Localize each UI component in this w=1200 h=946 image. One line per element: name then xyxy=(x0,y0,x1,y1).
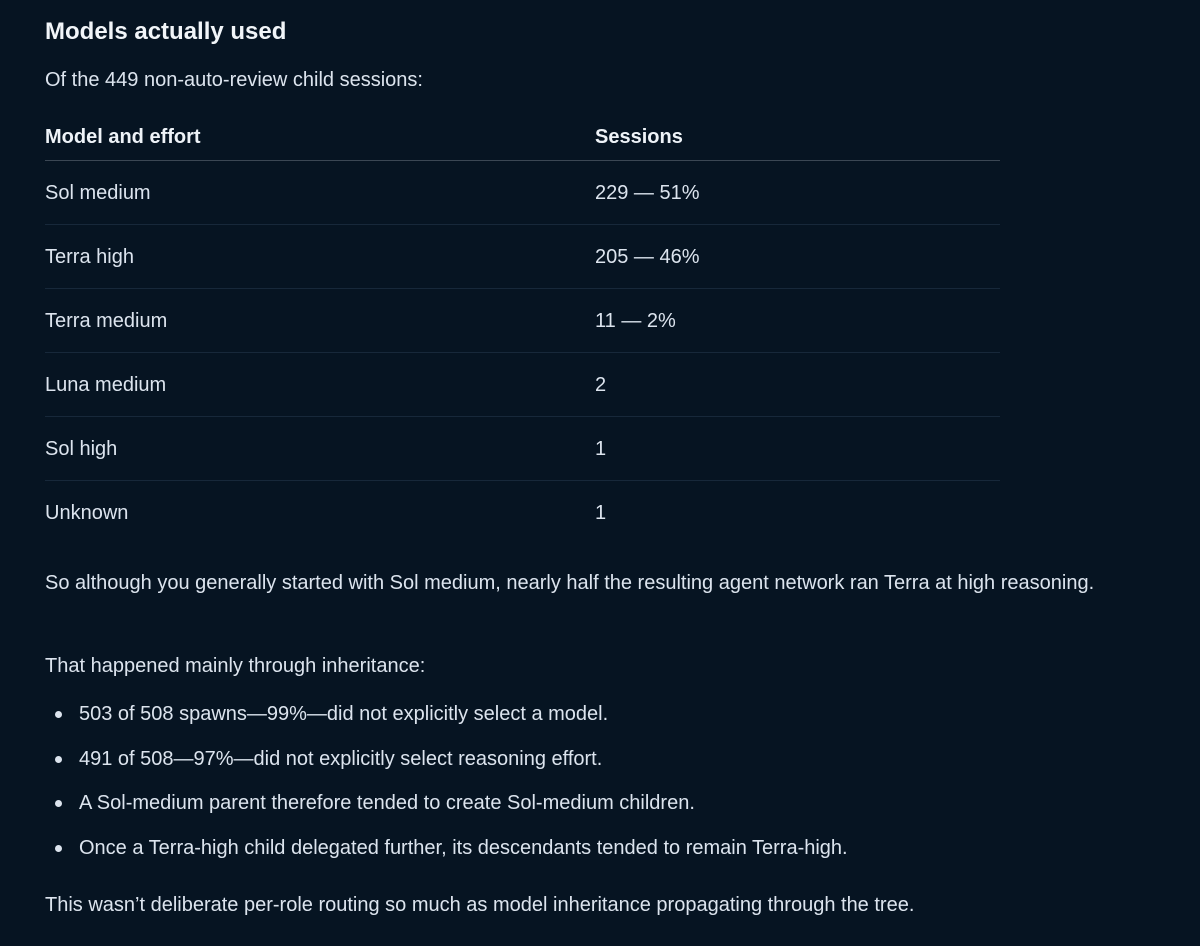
table-row xyxy=(45,481,1000,545)
table-header xyxy=(45,114,1000,161)
sessions-cell: 2 xyxy=(595,353,1000,417)
inheritance-paragraph: That happened mainly through inheritance: xyxy=(45,655,426,677)
sessions-cell: 11 — 2% xyxy=(595,289,1000,353)
sessions-cell: 1 xyxy=(595,417,1000,481)
list-item xyxy=(55,831,848,876)
bullet-icon xyxy=(55,845,62,852)
bullet-text: Once a Terra-high child delegated further, its descendants tended to remain Terra-high. xyxy=(79,836,848,859)
models-table xyxy=(45,114,1000,544)
section-title: Models actually used xyxy=(45,18,287,45)
table-header-row xyxy=(45,114,1000,161)
bullet-text: A Sol-medium parent therefore tended to create Sol-medium children. xyxy=(79,792,695,814)
model-effort-cell: Terra high xyxy=(45,225,595,289)
bullet-icon xyxy=(55,756,62,763)
table-row xyxy=(45,225,1000,289)
table-row xyxy=(45,161,1000,225)
sessions-cell: 1 xyxy=(595,501,607,524)
model-effort-column-header: Model and effort xyxy=(45,114,595,161)
table-row xyxy=(45,289,1000,353)
list-item xyxy=(55,742,848,787)
conclusion-paragraph: This wasn’t deliberate per-role routing so much as model inheritance propagating through the tree. xyxy=(45,894,915,916)
table-row xyxy=(45,417,1000,481)
intro-text: Of the 449 non-auto-review child sessions: xyxy=(45,69,423,91)
bullet-text: 503 of 508 spawns—99%—did not explicitly select a model. xyxy=(79,703,609,725)
model-effort-cell: Unknown xyxy=(45,501,129,524)
table-body xyxy=(45,161,1000,545)
model-effort-cell: Sol medium xyxy=(45,161,595,225)
bullet-icon xyxy=(55,800,62,807)
inheritance-bullet-list xyxy=(55,697,848,875)
sessions-cell: 205 — 46% xyxy=(595,225,1000,289)
summary-paragraph: So although you generally started with Sol medium, nearly half the resulting agent network ran Terra at high reasoning. xyxy=(45,572,1095,594)
list-item xyxy=(55,697,848,742)
bullet-icon xyxy=(55,711,62,718)
list-item xyxy=(55,786,848,831)
model-effort-cell: Sol high xyxy=(45,417,595,481)
sessions-cell: 229 — 51% xyxy=(595,161,1000,225)
table-row xyxy=(45,353,1000,417)
sessions-column-header: Sessions xyxy=(595,114,1000,161)
bullet-text: 491 of 508—97%—did not explicitly select reasoning effort. xyxy=(79,747,603,770)
model-effort-cell: Terra medium xyxy=(45,289,595,353)
model-effort-cell: Luna medium xyxy=(45,353,595,417)
